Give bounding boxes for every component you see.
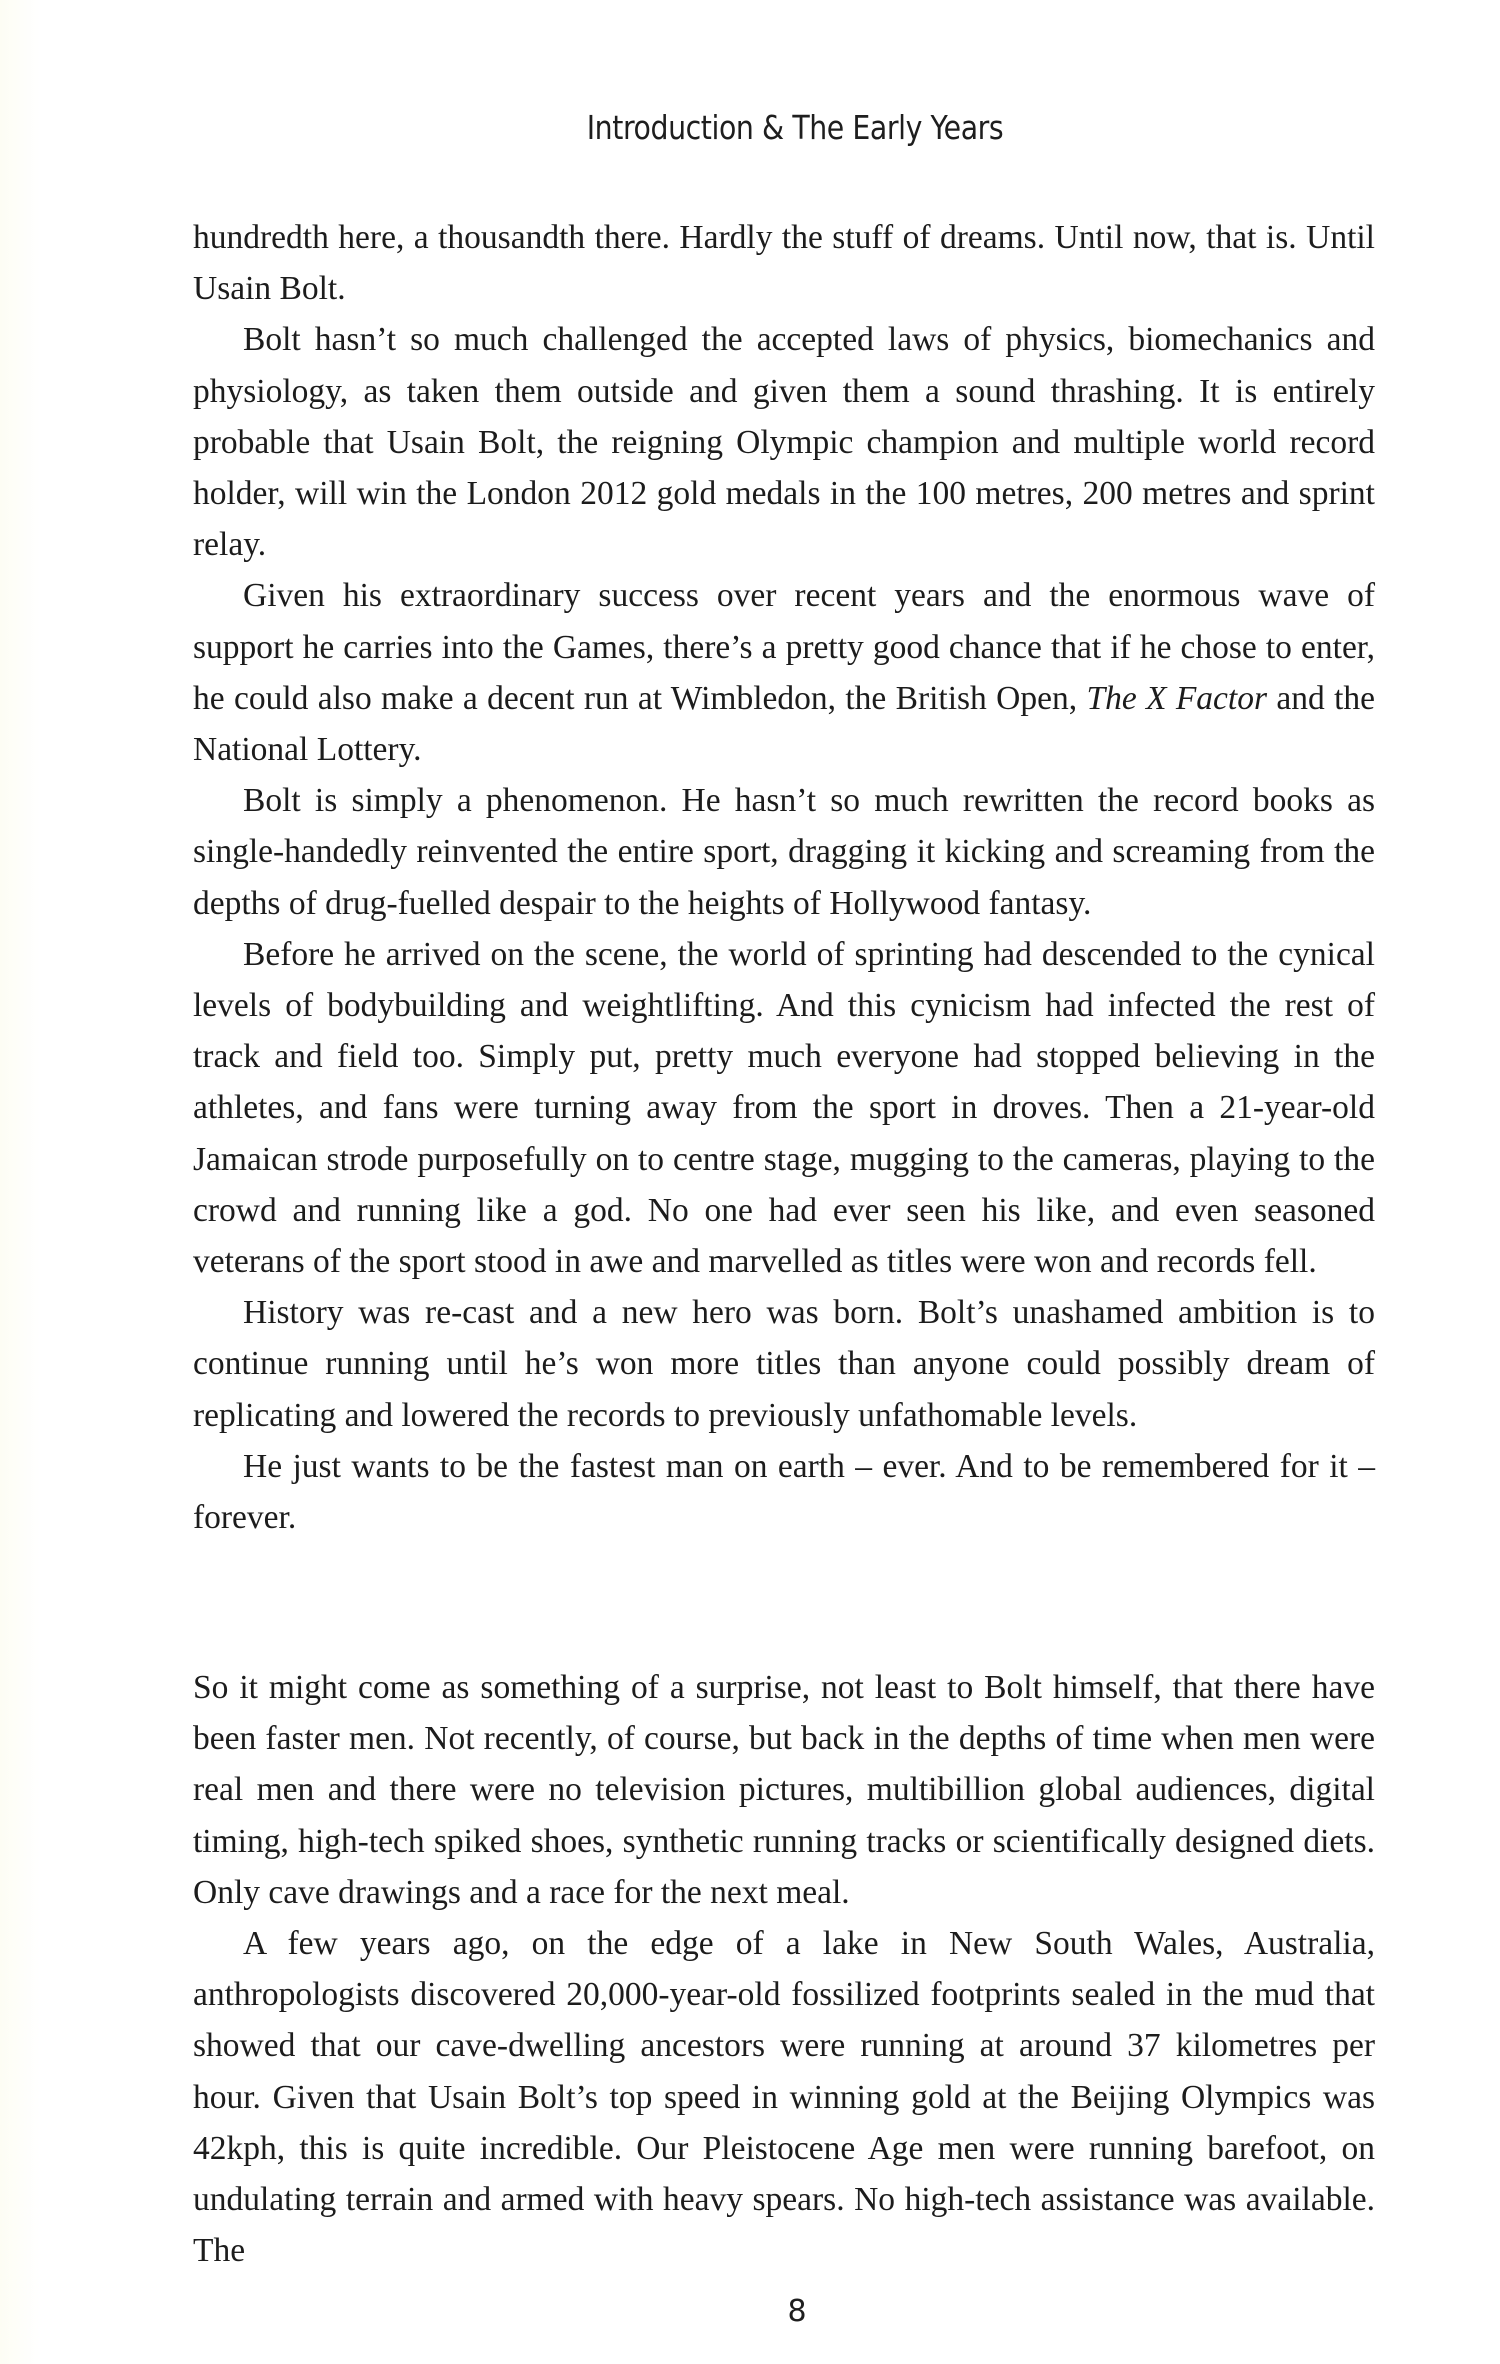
paragraph-fossil-footprints: A few years ago, on the edge of a lake in New South Wales, Australia, anthropologists discovered 20,000-year-old fossilized footprints sealed in the mud that showed that our cave-dwelling ancestors were running at around 37 kilometres per hour. Given that Usain Bolt’s top speed in winning gold at the Beijing Olympics was 42kph, this is quite incredible. Our Pleistocene Age men were running barefoot, on undulating terrain and armed with heavy spears. No high-tech assistance was available. The <box>193 1925 1375 2270</box>
paragraph-phenomenon: Bolt is simply a phenomenon. He hasn’t so much rewritten the record books as single-handedly reinvented the entire sport, dragging it kicking and screaming from the depths of drug-fuelled despair to the heights of Hollywood fantasy. <box>193 782 1375 922</box>
paragraph-history-recast: History was re-cast and a new hero was born. Bolt’s unashamed ambition is to continue running until he’s won more titles than anyone could possibly dream of replicating and lowered the records to previously unfathomable levels. <box>193 1294 1375 1434</box>
paragraph-faster-men: So it might come as something of a surprise, not least to Bolt himself, that there have been faster men. Not recently, of course, but back in the depths of time when men were real men and there were no television pictures, multibillion global audiences, digital timing, high-tech spiked shoes, synthetic running tracks or scientifically designed diets. Only cave drawings and a race for the next meal. <box>193 1669 1375 1911</box>
running-head: Introduction & The Early Years <box>586 108 1004 147</box>
page-number: 8 <box>787 2294 807 2329</box>
paragraph-fastest-man: He just wants to be the fastest man on earth – ever. And to be remembered for it – forever. <box>193 1447 1375 1537</box>
paragraph-before-he-arrived: Before he arrived on the scene, the world of sprinting had descended to the cynical levels of bodybuilding and weightlifting. And this cynicism had infected the rest of track and field too. Simply put, pretty much everyone had stopped believing in the athletes, and fans were turning away from the sport in droves. Then a 21-year-old Jamaican strode purposefully on to centre stage, mugging to the cameras, playing to the crowd and running like a god. No one had ever seen his like, and even seasoned veterans of the sport stood in awe and marvelled as titles were won and records fell. <box>193 935 1375 1281</box>
section-1-body <box>193 212 1375 1543</box>
paragraph-given-success <box>193 570 1375 775</box>
paragraph-given-success-tail: and the National Lottery. <box>193 679 1375 769</box>
section-2-body <box>193 1662 1375 2276</box>
paragraph-continued: hundredth here, a thousandth there. Hardly the stuff of dreams. Until now, that is. Until Usain Bolt. <box>193 219 1375 308</box>
paragraph-bolt-physics: Bolt hasn’t so much challenged the accepted laws of physics, biomechanics and physiology, as taken them outside and given them a sound thrashing. It is entirely probable that Usain Bolt, the reigning Olympic champion and multiple world record holder, will win the London 2012 gold medals in the 100 metres, 200 metres and sprint relay. <box>193 321 1375 564</box>
italic-title-x-factor: The X Factor <box>1086 679 1268 717</box>
paragraph-given-success-text: Given his extraordinary success over recent years and the enormous wave of support he carries into the Games, there’s a pretty good chance that if he chose to enter, he could also make a decent run at Wimbledon, the British Open, <box>193 577 1375 717</box>
